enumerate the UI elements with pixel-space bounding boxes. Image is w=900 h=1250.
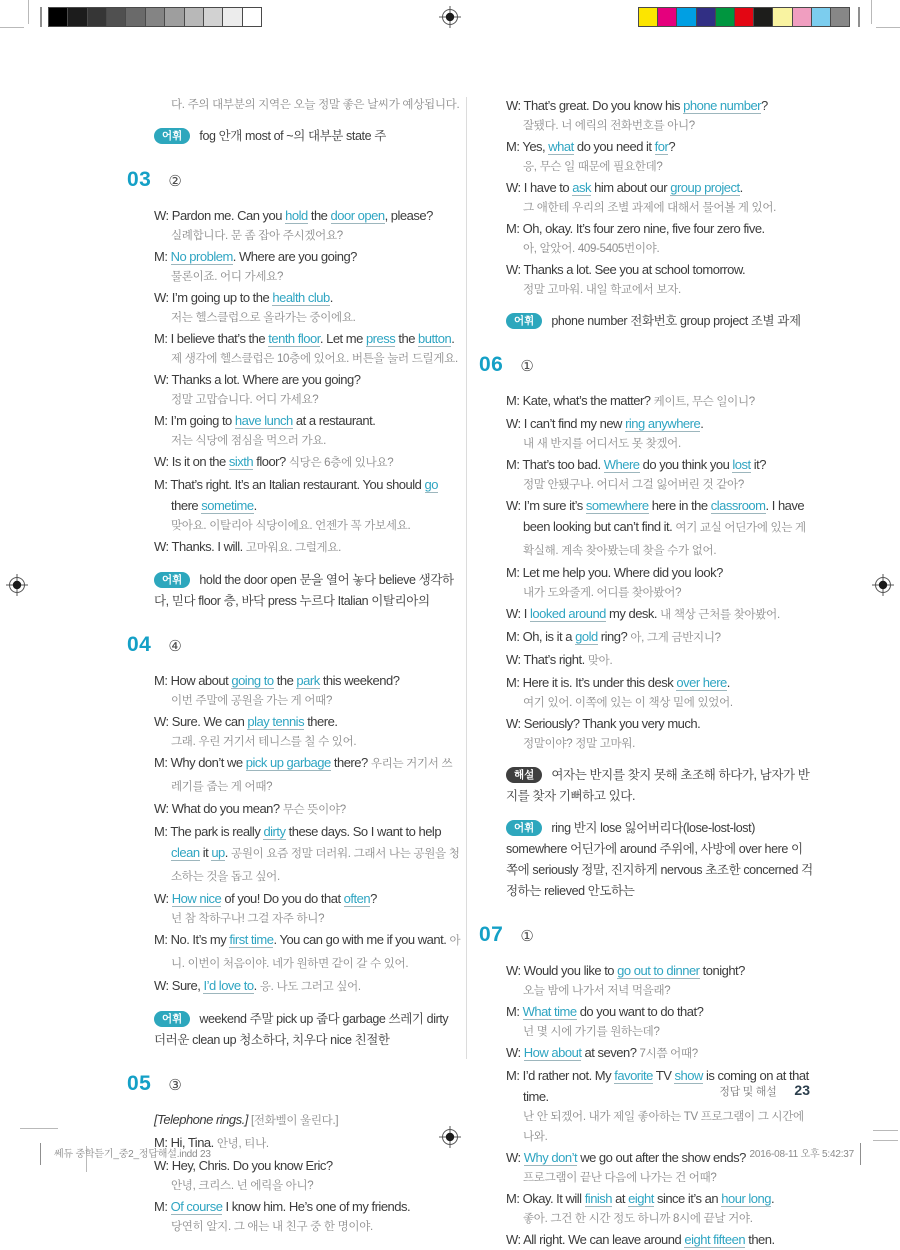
highlighted-word: How nice [171, 891, 222, 906]
dialogue-line [154, 328, 461, 369]
highlighted-word: No problem [170, 249, 233, 264]
highlighted-word: play tennis [247, 714, 305, 729]
english-line: W: Pardon me. Can you hold the door open, please? [154, 208, 433, 223]
speaker-label: M: [154, 477, 168, 492]
speaker-label: W: [506, 1150, 521, 1165]
translation-line: 아, 알았어. 409-5405번이야. [523, 243, 660, 255]
english-line: M: I’m going to have lunch at a restaurant. [154, 413, 376, 428]
question-number: 03 [127, 168, 152, 191]
highlighted-word: favorite [614, 1068, 653, 1083]
highlighted-word: Why don’t [523, 1150, 578, 1165]
gray-swatch [49, 8, 68, 26]
highlighted-word: looked around [530, 606, 606, 621]
highlighted-word: going to [231, 673, 274, 688]
question-number: 06 [479, 353, 504, 376]
highlighted-word: hold [285, 208, 308, 223]
highlighted-word: What time [522, 1004, 577, 1019]
speaker-label: M: [506, 393, 520, 408]
dialogue-line [506, 1229, 813, 1250]
highlighted-word: tenth floor [268, 331, 320, 346]
explain-block [506, 765, 813, 807]
translation-line: 물론이죠. 어디 가세요? [171, 271, 284, 283]
speaker-label: W: [154, 801, 169, 816]
question-number: 04 [127, 633, 152, 656]
dialogue-line [506, 1001, 813, 1042]
dialogue-line [154, 287, 461, 328]
speaker-label: M: [154, 932, 168, 947]
vocab-text: ring 반지 lose 잃어버리다(lose-lost-lost) somewhere 어딘가에 around 주위에, 사방에 over here 이쪽에 seriously 정말, 진지하게 nervous 초조한 concerned 걱정하는 relieved 안도하는 [506, 821, 813, 898]
translation-line: 실례합니다. 문 좀 잡아 주시겠어요? [171, 230, 343, 242]
color-swatch [831, 8, 849, 26]
speaker-label: W: [154, 290, 169, 305]
crop-mark [876, 27, 900, 28]
gray-swatch [223, 8, 242, 26]
explain-text: 여자는 반지를 찾지 못해 초조해 하다가, 남자가 반지를 찾자 기뻐하고 있다. [506, 768, 810, 803]
section-header [127, 168, 461, 192]
color-swatch [658, 8, 677, 26]
english-line: M: Of course I know him. He’s one of my friends. [154, 1199, 411, 1214]
speaker-label: M: [154, 1199, 168, 1214]
column-divider [466, 97, 467, 1059]
speaker-label: M: [506, 1191, 520, 1206]
dialogue-line [154, 536, 461, 559]
vocab-text: phone number 전화번호 group project 조별 과제 [551, 314, 801, 328]
english-line: W: Sure. We can play tennis there. [154, 714, 338, 729]
section-header [479, 923, 813, 947]
english-line: M: I’d rather not. My favorite TV show is coming on at that time. [506, 1068, 809, 1104]
speaker-label: M: [154, 673, 168, 688]
english-line: M: I believe that’s the tenth floor. Let me press the button. [154, 331, 455, 346]
highlighted-word: How about [523, 1045, 582, 1060]
english-line: W: That’s great. Do you know his phone number? [506, 98, 768, 113]
english-line: M: Why don’t we pick up garbage there? 우리는 거기서 쓰레기를 줍는 게 어때? [154, 755, 453, 793]
dialogue-line [154, 888, 461, 929]
gray-swatch [204, 8, 223, 26]
english-line: M: Here it is. It’s under this desk over here. [506, 675, 730, 690]
translation-line: 이번 주말에 공원을 가는 게 어때? [171, 695, 333, 707]
color-swatch [773, 8, 792, 26]
dialogue-line [154, 474, 461, 536]
gray-swatch [146, 8, 165, 26]
highlighted-word: have lunch [234, 413, 293, 428]
dialogue-line [506, 1188, 813, 1229]
vocab-badge: 어휘 [154, 572, 190, 588]
highlighted-word: up [211, 845, 225, 860]
translation-line: 당연히 알지. 그 애는 내 친구 중 한 명이야. [171, 1221, 373, 1233]
dialogue-line [506, 562, 813, 603]
highlighted-word: pick up garbage [245, 755, 331, 770]
gray-swatch [107, 8, 126, 26]
print-tick [40, 7, 42, 27]
footer-section-label: 정답 및 해설 [719, 1086, 777, 1098]
translation-line: 오늘 밤에 나가서 저녁 먹을래? [523, 985, 671, 997]
gray-swatch [88, 8, 107, 26]
speaker-label: W: [154, 1158, 169, 1173]
translation-line: 난 안 되겠어. 내가 제일 좋아하는 TV 프로그램이 그 시간에 나와. [523, 1111, 804, 1143]
speaker-label: W: [154, 208, 169, 223]
highlighted-word: classroom [710, 498, 766, 513]
speaker-label: W: [154, 372, 169, 387]
speaker-label: W: [506, 98, 521, 113]
vocab-badge: 어휘 [154, 128, 190, 144]
english-line: W: Why don’t we go out after the show ends? [506, 1150, 746, 1165]
speaker-label: W: [506, 262, 521, 277]
speaker-label: M: [154, 249, 168, 264]
english-line: W: Would you like to go out to dinner tonight? [506, 963, 745, 978]
english-line: M: Yes, what do you need it for? [506, 139, 676, 154]
speaker-label: W: [506, 180, 521, 195]
speaker-label: W: [154, 891, 169, 906]
dialogue-line [154, 1196, 461, 1237]
english-line: W: Is it on the sixth floor? 식당은 6층에 있나요? [154, 454, 394, 469]
dialogue-line [506, 454, 813, 495]
dialogue-line [506, 177, 813, 218]
dialogue-line [506, 626, 813, 649]
inline-translation: 여기 교실 어딘가에 있는 게 확실해. 계속 찾아봤는데 찾을 수가 없어. [523, 522, 806, 557]
vocab-block [154, 1009, 461, 1051]
highlighted-word: phone number [683, 98, 762, 113]
print-tick [40, 1143, 41, 1165]
dialogue-line [154, 670, 461, 711]
translation-line: 정말 고마워. 내일 학교에서 보자. [523, 284, 681, 296]
inline-translation: 7시쯤 어때? [639, 1048, 698, 1060]
english-line: W: I’m going up to the health club. [154, 290, 333, 305]
dialogue-line [506, 259, 813, 300]
highlighted-word: what [548, 139, 574, 154]
dialogue-line [506, 218, 813, 259]
translation-line: 맞아요. 이탈리아 식당이에요. 언젠가 꼭 가보세요. [171, 520, 411, 532]
section-header [127, 633, 461, 657]
translation-line: 그 애한테 우리의 조별 과제에 대해서 물어볼 게 있어. [523, 202, 777, 214]
english-line: W: That’s right. 맞아. [506, 652, 613, 667]
color-swatch [735, 8, 754, 26]
speaker-label: M: [154, 331, 168, 346]
translation-line: 잘됐다. 너 에릭의 전화번호를 아니? [523, 120, 695, 132]
vocab-badge: 어휘 [506, 313, 542, 329]
dialogue-line [154, 798, 461, 821]
english-line: W: Thanks a lot. Where are you going? [154, 372, 361, 387]
dialogue-line [506, 495, 813, 562]
explain-badge: 해설 [506, 767, 542, 783]
left-column [125, 95, 461, 1237]
english-line: M: How about going to the park this weekend? [154, 673, 400, 688]
translation-line: 제 생각에 헬스클럽은 10층에 있어요. 버튼을 눌러 드릴게요. [171, 353, 458, 365]
inline-translation: 공원이 요즘 정말 더러워. 그래서 나는 공원을 청소하는 것을 돕고 싶어. [171, 848, 460, 883]
translation-line: 넌 몇 시에 가기를 원하는데? [523, 1026, 660, 1038]
english-line: M: No problem. Where are you going? [154, 249, 357, 264]
translation-line: 정말 고맙습니다. 어디 가세요? [171, 394, 319, 406]
translation-line: 내 새 반지를 어디서도 못 찾겠어. [523, 438, 681, 450]
vocab-text: hold the door open 문을 열어 놓다 believe 생각하다, 믿다 floor 층, 바닥 press 누르다 Italian 이탈리아의 [154, 573, 454, 608]
highlighted-word: dirty [263, 824, 286, 839]
speaker-label: M: [506, 139, 520, 154]
gray-swatch [185, 8, 204, 26]
speaker-label: W: [506, 716, 521, 731]
english-line: W: I can’t find my new ring anywhere. [506, 416, 704, 431]
stage-direction [154, 1109, 461, 1132]
english-line: M: Oh, okay. It’s four zero nine, five four zero five. [506, 221, 765, 236]
inline-translation: 내 책상 근처를 찾아봤어. [660, 609, 780, 621]
speaker-label: W: [506, 416, 521, 431]
speaker-label: M: [154, 755, 168, 770]
vocab-block [506, 311, 813, 332]
speaker-label: M: [506, 629, 520, 644]
color-calibration-bar [638, 7, 850, 27]
translation-line: 응, 무슨 일 때문에 필요한데? [523, 161, 663, 173]
dialogue-line [154, 451, 461, 474]
highlighted-word: hour long [721, 1191, 771, 1206]
highlighted-word: Where [603, 457, 640, 472]
translation-line: 프로그램이 끝난 다음에 나가는 건 어때? [523, 1172, 717, 1184]
vocab-text: fog 안개 most of ~의 대부분 state 주 [199, 129, 386, 143]
highlighted-word: over here [676, 675, 727, 690]
highlighted-word: I’d love to [203, 978, 254, 993]
vocab-block [506, 818, 813, 902]
dialogue-line [154, 410, 461, 451]
print-filename: 쎄듀 중학듣기_중2_정답해설.indd 23 [54, 1149, 211, 1160]
translation-line: 좋아. 그건 한 시간 정도 하니까 8시에 끝날 거야. [523, 1213, 753, 1225]
vocab-block [154, 570, 461, 612]
english-line: W: Hey, Chris. Do you know Eric? [154, 1158, 333, 1173]
highlighted-word: park [296, 673, 320, 688]
dialogue-line [506, 413, 813, 454]
crop-mark [873, 1140, 898, 1141]
inline-translation: 케이트, 무슨 일이니? [653, 396, 755, 408]
english-line: W: How nice of you! Do you do that often? [154, 891, 377, 906]
speaker-label: M: [506, 221, 520, 236]
inline-translation: 고마워요. 그럴게요. [245, 542, 342, 554]
registration-mark-icon [438, 5, 462, 29]
highlighted-word: often [343, 891, 371, 906]
color-swatch [812, 8, 831, 26]
speaker-label: M: [154, 1135, 168, 1150]
dialogue-line [154, 929, 461, 975]
english-line: W: All right. We can leave around eight fifteen then. [506, 1232, 775, 1247]
inline-translation: 우리는 거기서 쓰레기를 줍는 게 어때? [171, 758, 453, 793]
gray-swatch [126, 8, 145, 26]
answer-choice: ① [520, 358, 534, 375]
highlighted-word: eight [628, 1191, 654, 1206]
answer-choice: ② [168, 173, 182, 190]
translation-line: 넌 참 착하구나! 그걸 자주 하니? [171, 913, 325, 925]
highlighted-word: ring anywhere [625, 416, 701, 431]
highlighted-word: somewhere [585, 498, 649, 513]
english-line: M: No. It’s my first time. You can go with me if you want. 아니. 이번이 처음이야. 네가 원하면 같이 갈 수 있어. [154, 932, 461, 970]
english-line: M: That’s right. It’s an Italian restaurant. You should go there sometime. [154, 477, 438, 513]
print-timestamp: 2016-08-11 오후 5:42:37 [749, 1149, 854, 1160]
speaker-label: M: [154, 413, 168, 428]
inline-translation: 응. 나도 그러고 싶어. [259, 981, 361, 993]
speaker-label: W: [154, 714, 169, 729]
highlighted-word: show [674, 1068, 703, 1083]
highlighted-word: finish [584, 1191, 613, 1206]
english-line: W: Thanks a lot. See you at school tomorrow. [506, 262, 746, 277]
dialogue-line [154, 205, 461, 246]
inline-translation: [전화벨이 울린다.] [251, 1115, 339, 1127]
highlighted-word: button [418, 331, 452, 346]
dialogue-line [506, 713, 813, 754]
english-line: M: Oh, is it a gold ring? 아, 그게 금반지니? [506, 629, 721, 644]
speaker-label: W: [506, 606, 521, 621]
inline-translation: 안녕, 티나. [216, 1138, 269, 1150]
footer-page-number: 23 [794, 1082, 810, 1098]
dialogue-line [506, 1042, 813, 1065]
dialogue-line [506, 390, 813, 413]
stage-text: [Telephone rings.] [154, 1112, 248, 1127]
highlighted-word: door open [330, 208, 385, 223]
registration-mark-icon [871, 573, 895, 597]
english-line: W: I have to ask him about our group project. [506, 180, 743, 195]
dialogue-line [506, 136, 813, 177]
english-line: W: Seriously? Thank you very much. [506, 716, 701, 731]
speaker-label: W: [154, 978, 169, 993]
dialogue-line [506, 603, 813, 626]
question-number: 05 [127, 1072, 152, 1095]
section-header [127, 1072, 461, 1096]
grayscale-calibration-bar [48, 7, 262, 27]
speaker-label: M: [154, 824, 168, 839]
speaker-label: M: [506, 675, 520, 690]
english-line: M: Hi, Tina. 안녕, 티나. [154, 1135, 269, 1150]
color-swatch [697, 8, 716, 26]
english-line: W: Thanks. I will. 고마워요. 그럴게요. [154, 539, 342, 554]
inline-translation: 식당은 6층에 있나요? [288, 457, 394, 469]
color-swatch [793, 8, 812, 26]
color-swatch [677, 8, 696, 26]
translation-line: 정말이야? 정말 고마워. [523, 738, 636, 750]
crop-mark [871, 0, 872, 24]
gray-swatch [243, 8, 261, 26]
dialogue-line [506, 960, 813, 1001]
gray-swatch [165, 8, 184, 26]
highlighted-word: group project [670, 180, 740, 195]
vocab-text: weekend 주말 pick up 줍다 garbage 쓰레기 dirty 더러운 clean up 청소하다, 치우다 nice 친절한 [154, 1012, 449, 1047]
english-line: W: How about at seven? 7시쯤 어때? [506, 1045, 698, 1060]
english-line: W: Sure, I’d love to. 응. 나도 그러고 싶어. [154, 978, 361, 993]
highlighted-word: lost [732, 457, 751, 472]
english-line: W: I’m sure it’s somewhere here in the classroom. I have been looking but can’t find it. 여기 교실 어딘가에 있는 게 확실해. 계속 찾아봤는데 찾을 수가 없어. [506, 498, 806, 557]
highlighted-word: health club [272, 290, 330, 305]
inline-translation: 아니. 이번이 처음이야. 네가 원하면 같이 갈 수 있어. [171, 935, 461, 970]
answer-choice: ④ [168, 638, 182, 655]
highlighted-word: gold [575, 629, 598, 644]
crop-mark [0, 27, 24, 28]
speaker-label: W: [506, 963, 521, 978]
crop-mark [20, 1128, 58, 1129]
english-line: W: I looked around my desk. 내 책상 근처를 찾아봤어. [506, 606, 780, 621]
print-tick [858, 7, 860, 27]
highlighted-word: ask [572, 180, 591, 195]
inline-translation: 무슨 뜻이야? [282, 804, 346, 816]
section-header [479, 353, 813, 377]
speaker-label: M: [506, 1068, 520, 1083]
registration-mark-icon [5, 573, 29, 597]
highlighted-word: press [365, 331, 396, 346]
answer-choice: ③ [168, 1077, 182, 1094]
english-line: M: Let me help you. Where did you look? [506, 565, 723, 580]
speaker-label: M: [506, 457, 520, 472]
english-line: W: What do you mean? 무슨 뜻이야? [154, 801, 346, 816]
gray-swatch [68, 8, 87, 26]
translation-line: 그래. 우린 거기서 테니스를 칠 수 있어. [171, 736, 357, 748]
inline-translation: 맞아. [587, 655, 613, 667]
highlighted-word: sometime [201, 498, 254, 513]
speaker-label: M: [506, 1004, 520, 1019]
crop-mark [28, 0, 29, 24]
right-column [477, 95, 813, 1250]
highlighted-word: go [424, 477, 438, 492]
speaker-label: W: [506, 652, 521, 667]
crop-mark [873, 1130, 898, 1131]
translation-line: 정말 안됐구나. 어디서 그걸 잃어버린 것 같아? [523, 479, 744, 491]
english-line: M: Kate, what’s the matter? 케이트, 무슨 일이니? [506, 393, 755, 408]
vocab-badge: 어휘 [506, 820, 542, 836]
highlighted-word: first time [229, 932, 274, 947]
speaker-label: W: [154, 539, 169, 554]
vocab-badge: 어휘 [154, 1011, 190, 1027]
question-number: 07 [479, 923, 504, 946]
color-swatch [754, 8, 773, 26]
speaker-label: W: [506, 498, 521, 513]
answer-choice: ① [520, 928, 534, 945]
dialogue-line [154, 821, 461, 888]
color-swatch [639, 8, 658, 26]
print-tick [860, 1143, 861, 1165]
dialogue-line [154, 369, 461, 410]
dialogue-line [154, 711, 461, 752]
translation-line: 내가 도와줄게. 어디를 찾아봤어? [523, 587, 682, 599]
english-line [154, 1109, 461, 1132]
speaker-label: W: [506, 1232, 521, 1247]
dialogue-line [506, 649, 813, 672]
dialogue-line [154, 975, 461, 998]
english-line: M: That’s too bad. Where do you think you lost it? [506, 457, 766, 472]
dialogue-line [154, 246, 461, 287]
dialogue-line [154, 1155, 461, 1196]
color-swatch [716, 8, 735, 26]
english-line: M: The park is really dirty these days. So I want to help clean it up. 공원이 요즘 정말 더러워. 그래서 나는 공원을 청소하는 것을 돕고 싶어. [154, 824, 460, 883]
translation-continuation: 다. 주의 대부분의 지역은 오늘 정말 좋은 날씨가 예상됩니다. [171, 99, 460, 111]
highlighted-word: go out to dinner [617, 963, 700, 978]
dialogue-line [506, 95, 813, 136]
highlighted-word: eight fifteen [684, 1232, 746, 1247]
translation-line: 안녕, 크리스. 넌 에릭을 아니? [171, 1180, 314, 1192]
speaker-label: W: [154, 454, 169, 469]
dialogue-line [506, 1065, 813, 1147]
highlighted-word: for [654, 139, 669, 154]
highlighted-word: clean [171, 845, 200, 860]
inline-translation: 아, 그게 금반지니? [630, 632, 721, 644]
speaker-label: W: [506, 1045, 521, 1060]
english-line: M: What time do you want to do that? [506, 1004, 704, 1019]
translation-line: 저는 식당에 점심을 먹으러 가요. [171, 435, 326, 447]
translation-line: 여기 있어. 이쪽에 있는 이 책상 밑에 있었어. [523, 697, 733, 709]
dialogue-line [506, 672, 813, 713]
vocab-block [154, 126, 461, 147]
highlighted-word: Of course [170, 1199, 223, 1214]
english-line: M: Okay. It will finish at eight since it’s an hour long. [506, 1191, 775, 1206]
dialogue-line [154, 752, 461, 798]
speaker-label: M: [506, 565, 520, 580]
translation-line: 저는 헬스클럽으로 올라가는 중이에요. [171, 312, 356, 324]
page-footer [477, 1082, 810, 1099]
highlighted-word: sixth [228, 454, 254, 469]
